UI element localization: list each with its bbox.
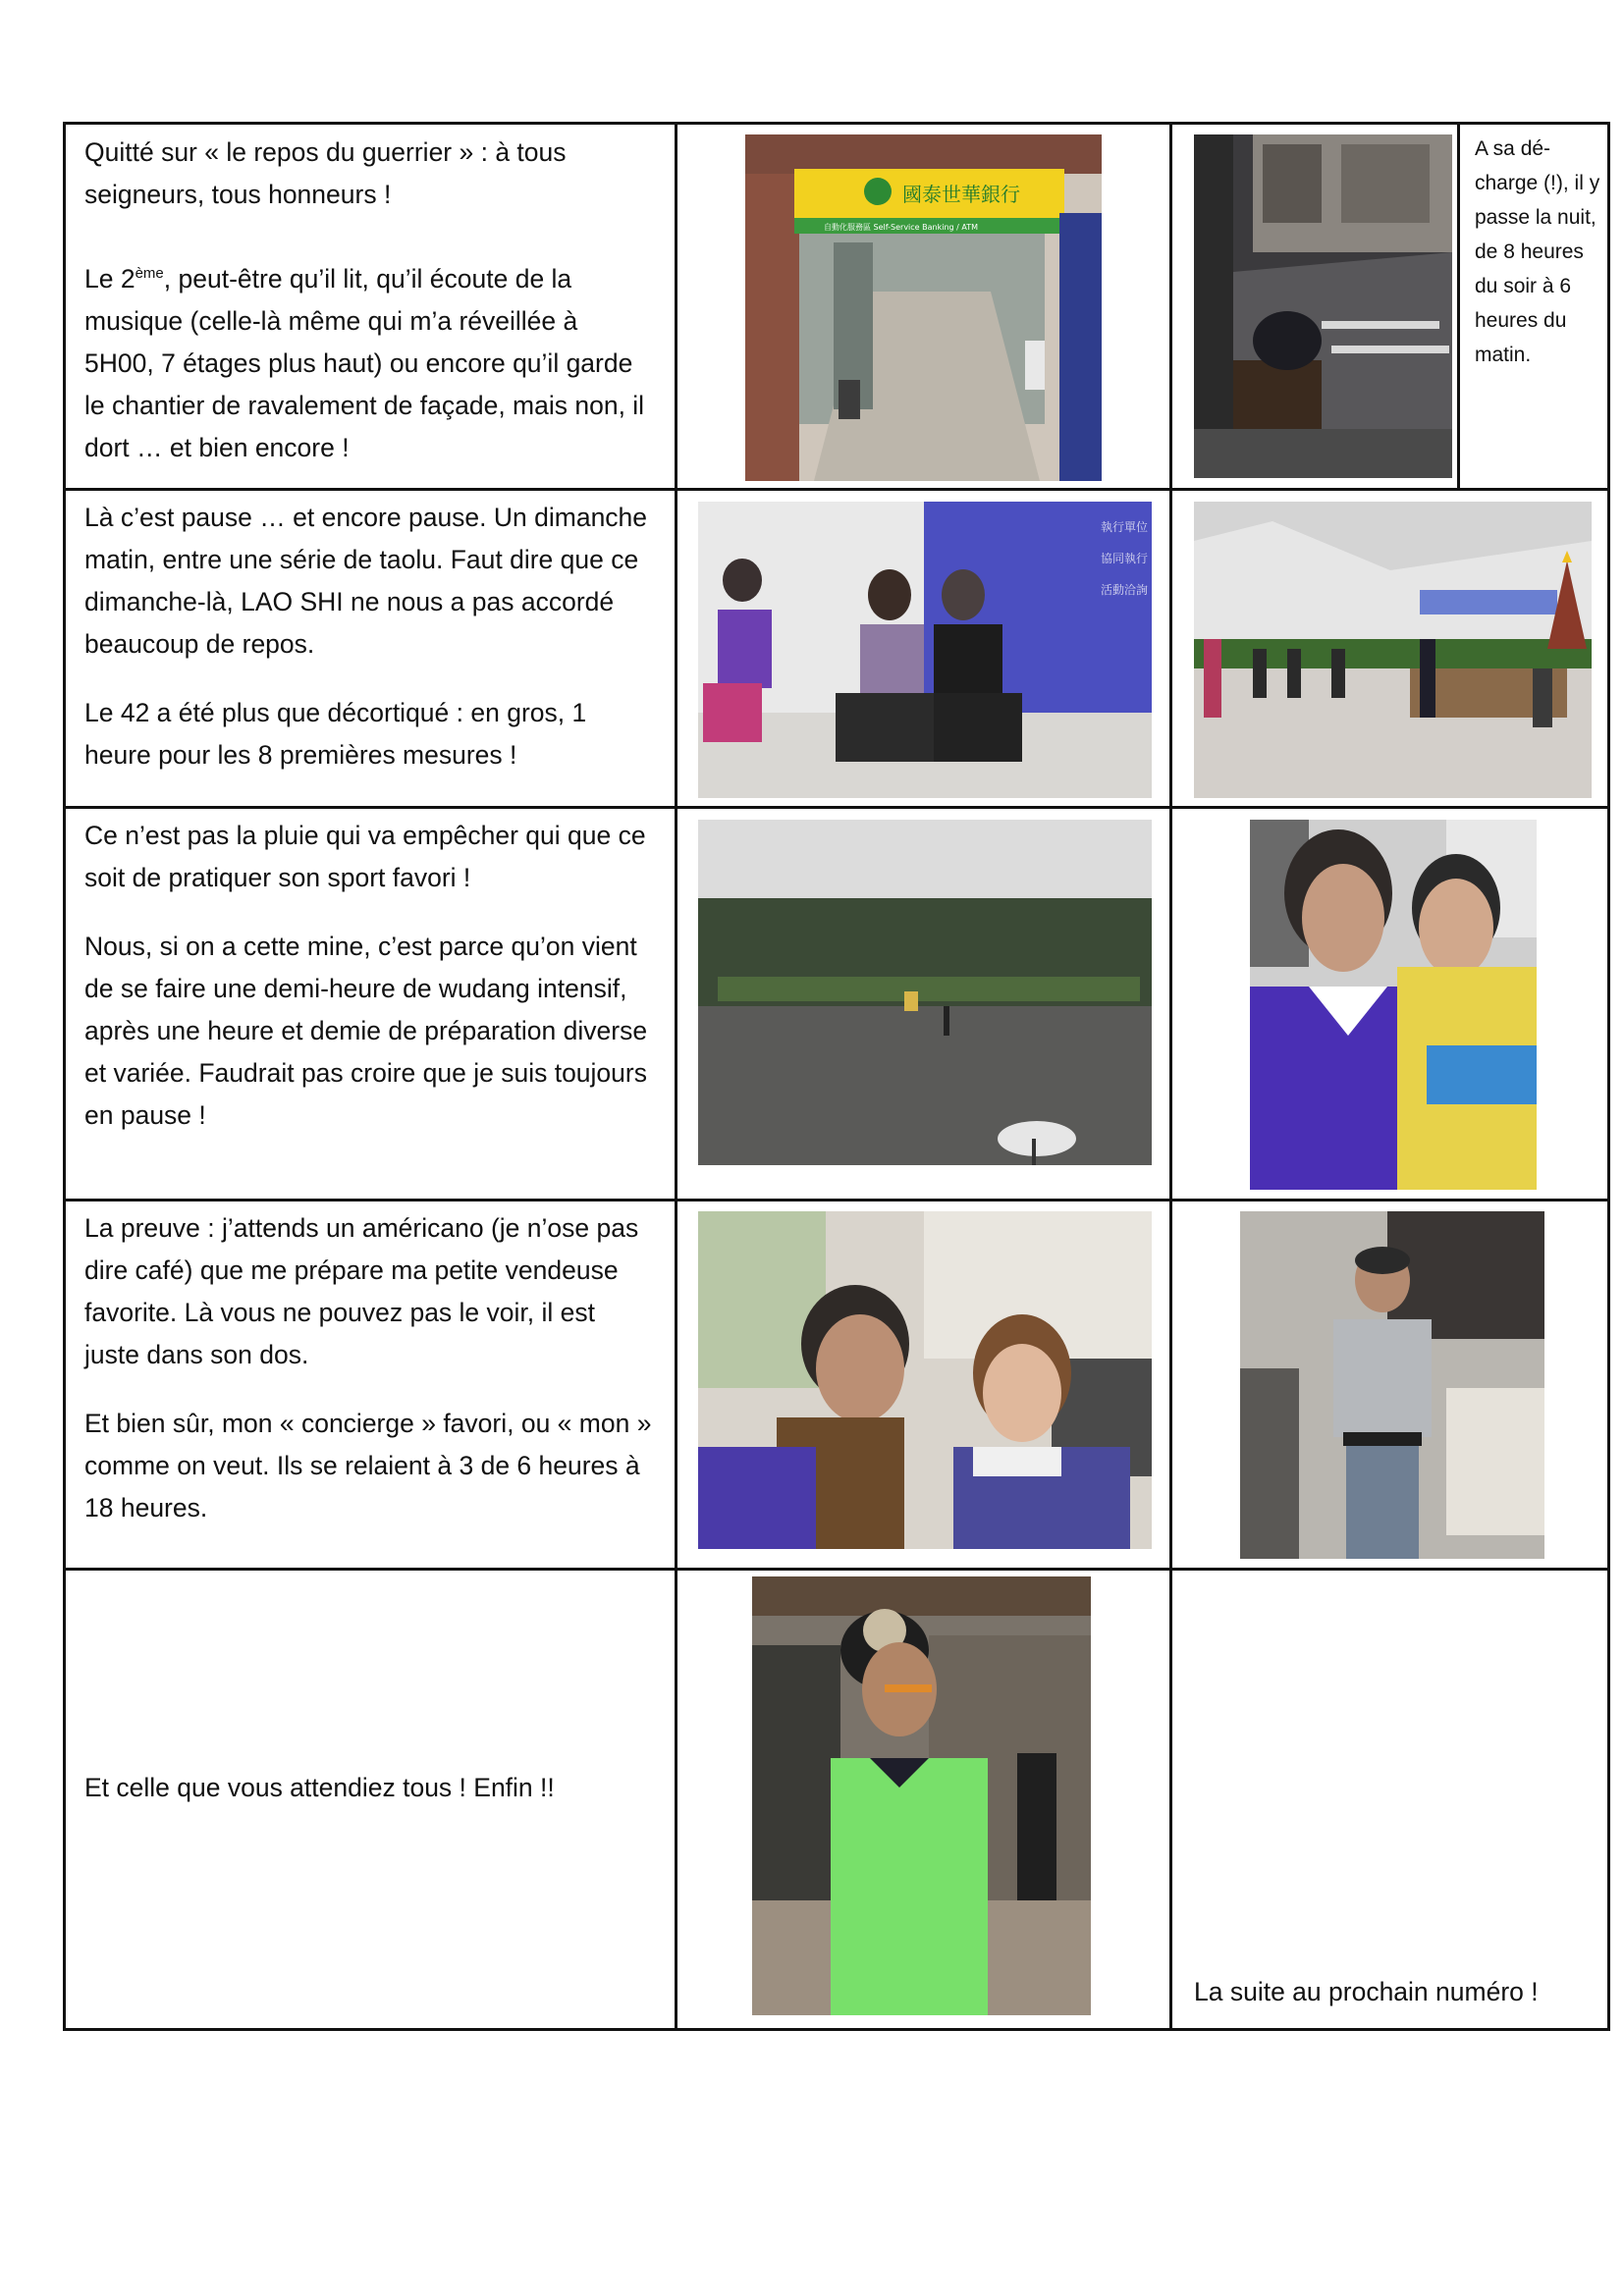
closing-text: La suite au prochain numéro ! — [1194, 1977, 1539, 2006]
sign-line-2: 協同執行 — [1101, 552, 1149, 565]
bank-sign-title: 國泰世華銀行 — [902, 183, 1020, 206]
photo-shop-vendor-selfie — [698, 1211, 1152, 1549]
row2-text — [84, 497, 654, 776]
column-divider — [1169, 122, 1172, 2031]
row4-paragraph-1: La preuve : j’attends un américano (je n’ose pas dire café) que me prépare ma petite vendeuse favorite. Là vous ne pouvez pas le voir, il est juste dans son dos. — [84, 1213, 639, 1369]
photo-concierge — [1240, 1211, 1544, 1559]
row2-paragraph-1: Là c’est pause … et encore pause. Un dimanche matin, entre une série de taolu. Faut dire que ce dimanche-là, LAO SHI ne nous a pas accordé beaucoup de repos. — [84, 503, 648, 659]
photo-two-women-portrait — [1250, 820, 1537, 1190]
row1-text — [84, 132, 654, 469]
photo-bank-atm-entrance — [745, 134, 1102, 481]
side-note-divider — [1457, 122, 1460, 490]
row4-text — [84, 1207, 654, 1529]
row-divider — [63, 806, 1610, 809]
row2-paragraph-2: Le 42 a été plus que décortiqué : en gros, 1 heure pour les 8 premières mesures ! — [84, 698, 587, 770]
photo-guard-sleeping-night — [1194, 134, 1452, 478]
photo-rainy-park — [698, 820, 1152, 1165]
row3-paragraph-1: Ce n’est pas la pluie qui va empêcher qui que ce soit de pratiquer son sport favori ! — [84, 821, 646, 892]
photo-woman-green-shirt — [752, 1576, 1091, 2015]
row4-paragraph-2: Et bien sûr, mon « concierge » favori, ou « mon » comme on veut. Ils se relaient à 3 de 6 heures à 18 heures. — [84, 1409, 652, 1522]
row5-paragraph-1: Et celle que vous attendiez tous ! Enfin !! — [84, 1773, 555, 1802]
row1-side-note: A sa dé-charge (!), il y passe la nuit, de 8 heures du soir à 6 heures du matin. — [1475, 137, 1600, 366]
row5-text — [84, 1767, 654, 1809]
column-divider — [675, 122, 677, 2031]
row-divider — [63, 1199, 1610, 1201]
sign-line-3: 活動洽詢 — [1101, 583, 1149, 597]
row-divider — [63, 1568, 1610, 1571]
photo-plaza-with-tree — [1194, 502, 1592, 798]
closing-note — [1194, 1971, 1587, 2013]
bank-sign-subline: 自動化服務區 Self-Service Banking / ATM — [824, 223, 979, 232]
sign-line-1: 執行單位 — [1101, 520, 1149, 534]
row3-paragraph-2: Nous, si on a cette mine, c’est parce qu’on vient de se faire une demi-heure de wudang intensif, après une heure et demie de préparation diverse et variée. Faudrait pas croire que je suis toujours en pause ! — [84, 932, 648, 1130]
row1-paragraph-2: Le 2ème, peut-être qu’il lit, qu’il écoute de la musique (celle-là même qui m’a réveillée à 5H00, 7 étages plus haut) ou encore qu’il garde le chantier de ravalement de façade, mais non, il dort … et bien encore ! — [84, 264, 645, 462]
row1-paragraph-1: Quitté sur « le repos du guerrier » : à tous seigneurs, tous honneurs ! — [84, 137, 567, 209]
photo-break-sitting-group — [698, 502, 1152, 798]
row-divider — [63, 488, 1610, 491]
row3-text — [84, 815, 654, 1137]
